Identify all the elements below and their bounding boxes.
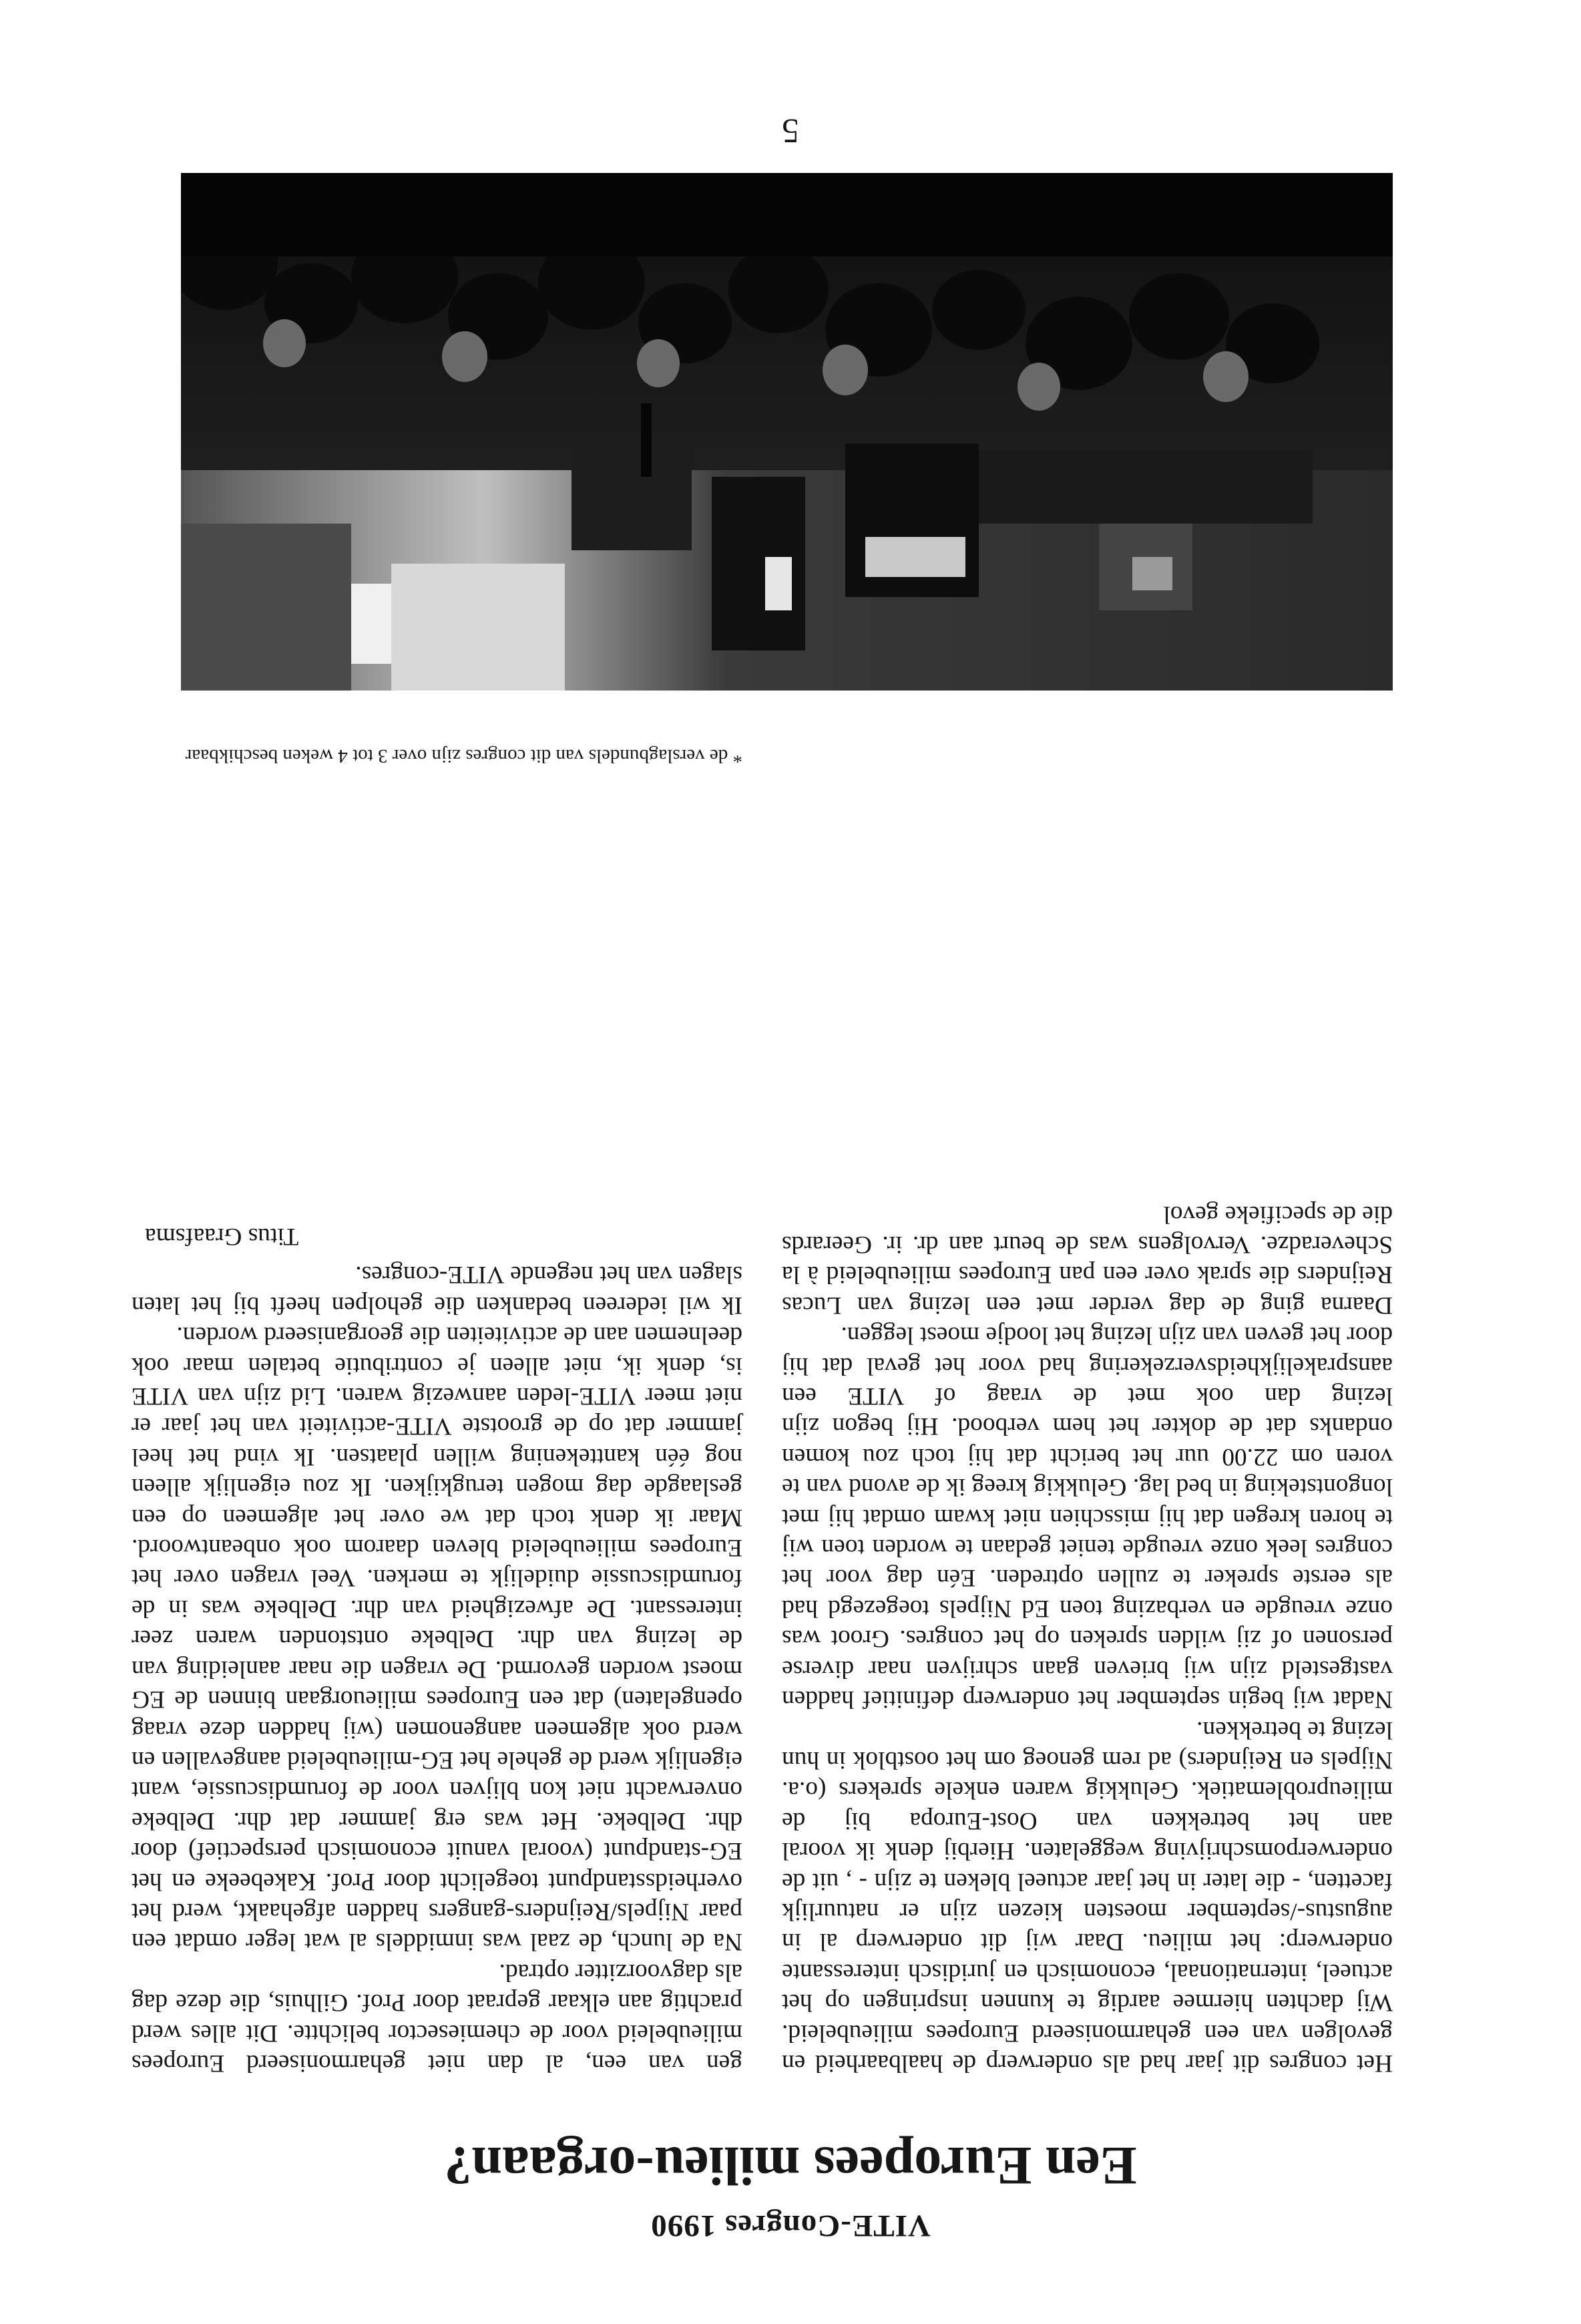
paragraph: Het congres dit jaar had als onderwerp de haalbaarheid en gevolgen van een geharmoniseerd Europees milieubeleid. Wij dachten hiermee aardig te kunnen inspringen op het actueel, internationaal, economisch en juridisch interessante onderwerp: het milieu. Daar wij dit onderwerp al in augustus-/september moesten kiezen zijn er natuurlijk facetten, - die later in het jaar actueel bleken te zijn - , uit de onderwerpomschrijving weggelaten. Hierbij denk ik vooral aan het betrekken van Oost-Europa bij de milieuproblematiek. Gelukkig waren enkele sprekers (o.a. Nijpels en Reijnders) ad rem genoeg om het oostblok in hun lezing te betrekken. (782, 1716, 1393, 2077)
conference-photo (181, 173, 1393, 691)
page-number: 5 (782, 112, 799, 150)
conference-photo-illustration (181, 173, 1393, 691)
section-kicker: VITE-Congres 1990 (650, 2208, 931, 2243)
paragraph: gen van een, al dan niet geharmoniseerd Europees milieubeleid voor de chemiesector belichtte. Dit alles werd prachtig aan elkaar gepraat door Prof. Gilhuis, die deze dag als dagvoorzitter optrad. (132, 1958, 742, 2077)
paragraph: Daarna ging de dag verder met een lezing van Lucas Reijnders die sprak over een pan Europees milieubeleid à la Scheveradze. Vervolgens was de beurt aan dr. ir. Geerards die de specifieke gevol (782, 1200, 1393, 1319)
paragraph: Ik wil iedereen bedanken die geholpen heeft bij het laten slagen van het negende VITE-congres. (132, 1261, 742, 1319)
paragraph: Nadat wij begin september het onderwerp definitief hadden vastgesteld zijn wij brieven gaan schrijven naar diverse personen of zij wilden spreken op het congres. Groot was onze vreugde en verbazing toen Ed Nijpels toegezegd had als eerste spreker te zullen optreden. Eén dag voor het congres leek onze vreugde teniet gedaan te worden toen wij te horen kregen dat hij misschien niet kwam omdat hij met longontsteking in bed lag. Gelukkig kreeg ik de avond van te voren om 22.00 uur het bericht dat hij toch zou komen ondanks dat de dokter het hem verbood. Hij begon zijn lezing dan ook met de vraag of VITE een aansprakelijkheidsverzekering had voor het geval dat hij door het geven van zijn lezing het loodje moest leggen. (782, 1322, 1393, 1714)
footnote: * de verslagbundels van dit congres zijn over 3 tot 4 weken beschikbaar (185, 745, 742, 767)
article-title: Een Europees milieu-orgaan? (444, 2136, 1137, 2196)
paragraph: Na de lunch, de zaal was inmiddels al wat leger omdat een paar Nijpels/Reijnders-gangers hadden afgehaakt, werd het overheidsstandpunt toegelicht door Prof. Kakebeeke en het EG-standpunt (vooral vanuit economisch perspectief) door dhr. Delbeke. Het was erg jammer dat dhr. Delbeke onverwacht niet kon blijven voor de forumdiscussie, want eigenlijk werd de gehele het EG-milieubeleid aangevallen en werd ook algemeen aangenomen (wij hadden deze vraag opengelaten) dat een Europees milieuorgaan binnen de EG moest worden gevormd. De vragen die naar aanleiding van de lezing van dhr. Delbeke ontstonden waren zeer interessant. De afwezigheid van dhr. Delbeke was in de forumdiscussie duidelijk te merken. Veel vragen over het Europees milieubeleid bleven daarom ook onbeantwoord. Maar ik denk toch dat we over het algemeen op een geslaagde dag mogen terugkijken. Ik zou eigenlijk alleen nog één kanttekening willen plaatsen. Ik vind het heel jammer dat op de grootste VITE-activiteit van het jaar er niet meer VITE-leden aanwezig waren. Lid zijn van VITE is, denk ik, niet alleen je contributie betalen maar ook deelnemen aan de activiteiten die georganiseerd worden. (132, 1322, 742, 1956)
left-column (782, 1199, 1393, 2078)
right-column (132, 1221, 742, 2078)
author-signature: Titus Graafsma (145, 1223, 299, 1251)
